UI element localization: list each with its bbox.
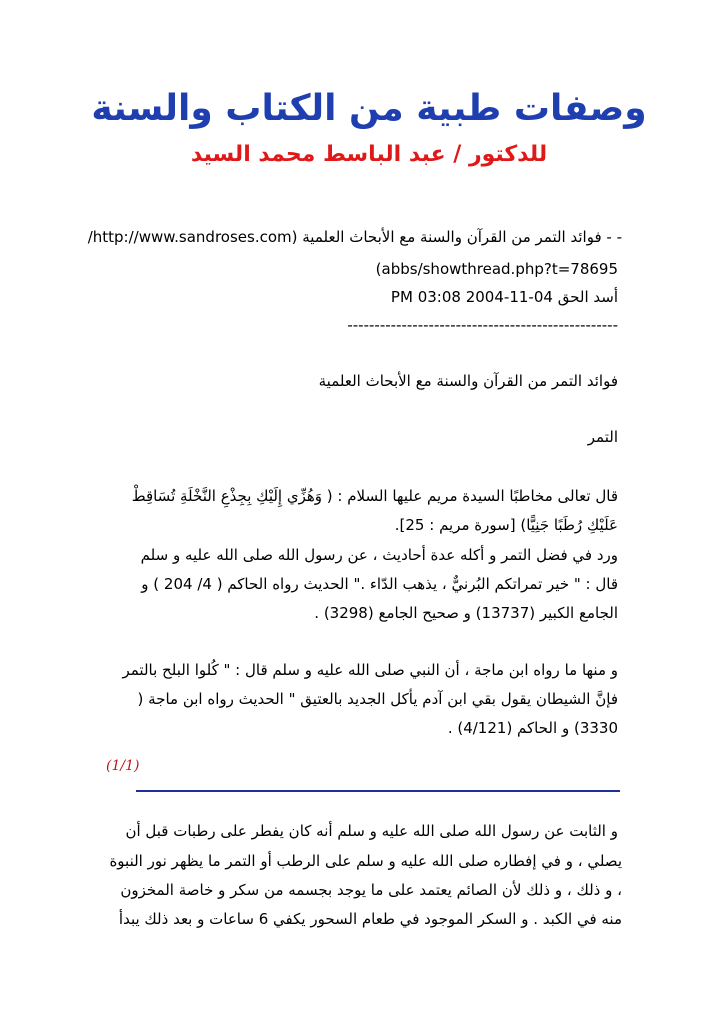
source-line: - - فوائد التمر من القرآن والسنة مع الأبحاث العلمية (http://www.sandroses.com/ — [87, 228, 622, 246]
page-marker: (1/1) — [106, 758, 140, 774]
paragraph-line: الجامع الكبير (13737) و صحيح الجامع (3298) . — [314, 604, 618, 622]
paragraph-line: يصلي ، و في إفطاره صلى الله عليه و سلم على الرطب أو التمر ما يظهر نور النبوة — [109, 852, 622, 870]
source-url-cont: abbs/showthread.php?t=78695) — [375, 260, 618, 278]
author-line: للدكتور / عبد الباسط محمد السيد — [190, 142, 548, 167]
paragraph-line: و الثابت عن رسول الله صلى الله عليه و سلم أنه كان يفطر على رطبات قبل أن — [125, 822, 618, 840]
divider-rule — [136, 790, 620, 792]
paragraph-line: و منها ما رواه ابن ماجة ، أن النبي صلى الله عليه و سلم قال : " كُلوا البلح بالتمر — [122, 661, 618, 679]
paragraph-line: منه في الكبد . و السكر الموجود في طعام السحور يكفي 6 ساعات و بعد ذلك يبدأ — [118, 910, 622, 928]
paragraph-line: ، و ذلك ، و ذلك لأن الصائم يعتمد على ما يوجد بجسمه من سكر و خاصة المخزون — [120, 881, 622, 899]
separator-dashes: -------------------------------------------------- — [347, 316, 618, 334]
paragraph-line: ورد في فضل التمر و أكله عدة أحاديث ، عن رسول الله صلى الله عليه و سلم — [140, 546, 618, 564]
paragraph-line: قال تعالى مخاطبًا السيدة مريم عليها السلام : ( وَهُزِّي إِلَيْكِ بِجِذْعِ النَّخْلَةِ تُسَاقِطْ — [131, 487, 618, 505]
paragraph-line: فإنَّ الشيطان يقول بقي ابن آدم يأكل الجديد بالعتيق " الحديث رواه ابن ماجة ( — [137, 690, 618, 708]
paragraph-line: 3330) و الحاكم (4/121) . — [447, 719, 618, 737]
paragraph-line: قال : " خير تمراتكم البُرنيٌّ ، يذهب الدّاء ." الحديث رواه الحاكم ( 4/ 204 ) و — [141, 575, 618, 593]
page-title: وصفات طبية من الكتاب والسنة — [91, 88, 647, 129]
subheading-dates: التمر — [587, 428, 618, 446]
paragraph-line: عَلَيْكِ رُطَبًا جَنِيًّا) [سورة مريم : 25]. — [394, 516, 618, 534]
post-meta: أسد الحق 04-11-2004 03:08 PM — [390, 288, 618, 306]
section-heading: فوائد التمر من القرآن والسنة مع الأبحاث العلمية — [318, 372, 618, 390]
